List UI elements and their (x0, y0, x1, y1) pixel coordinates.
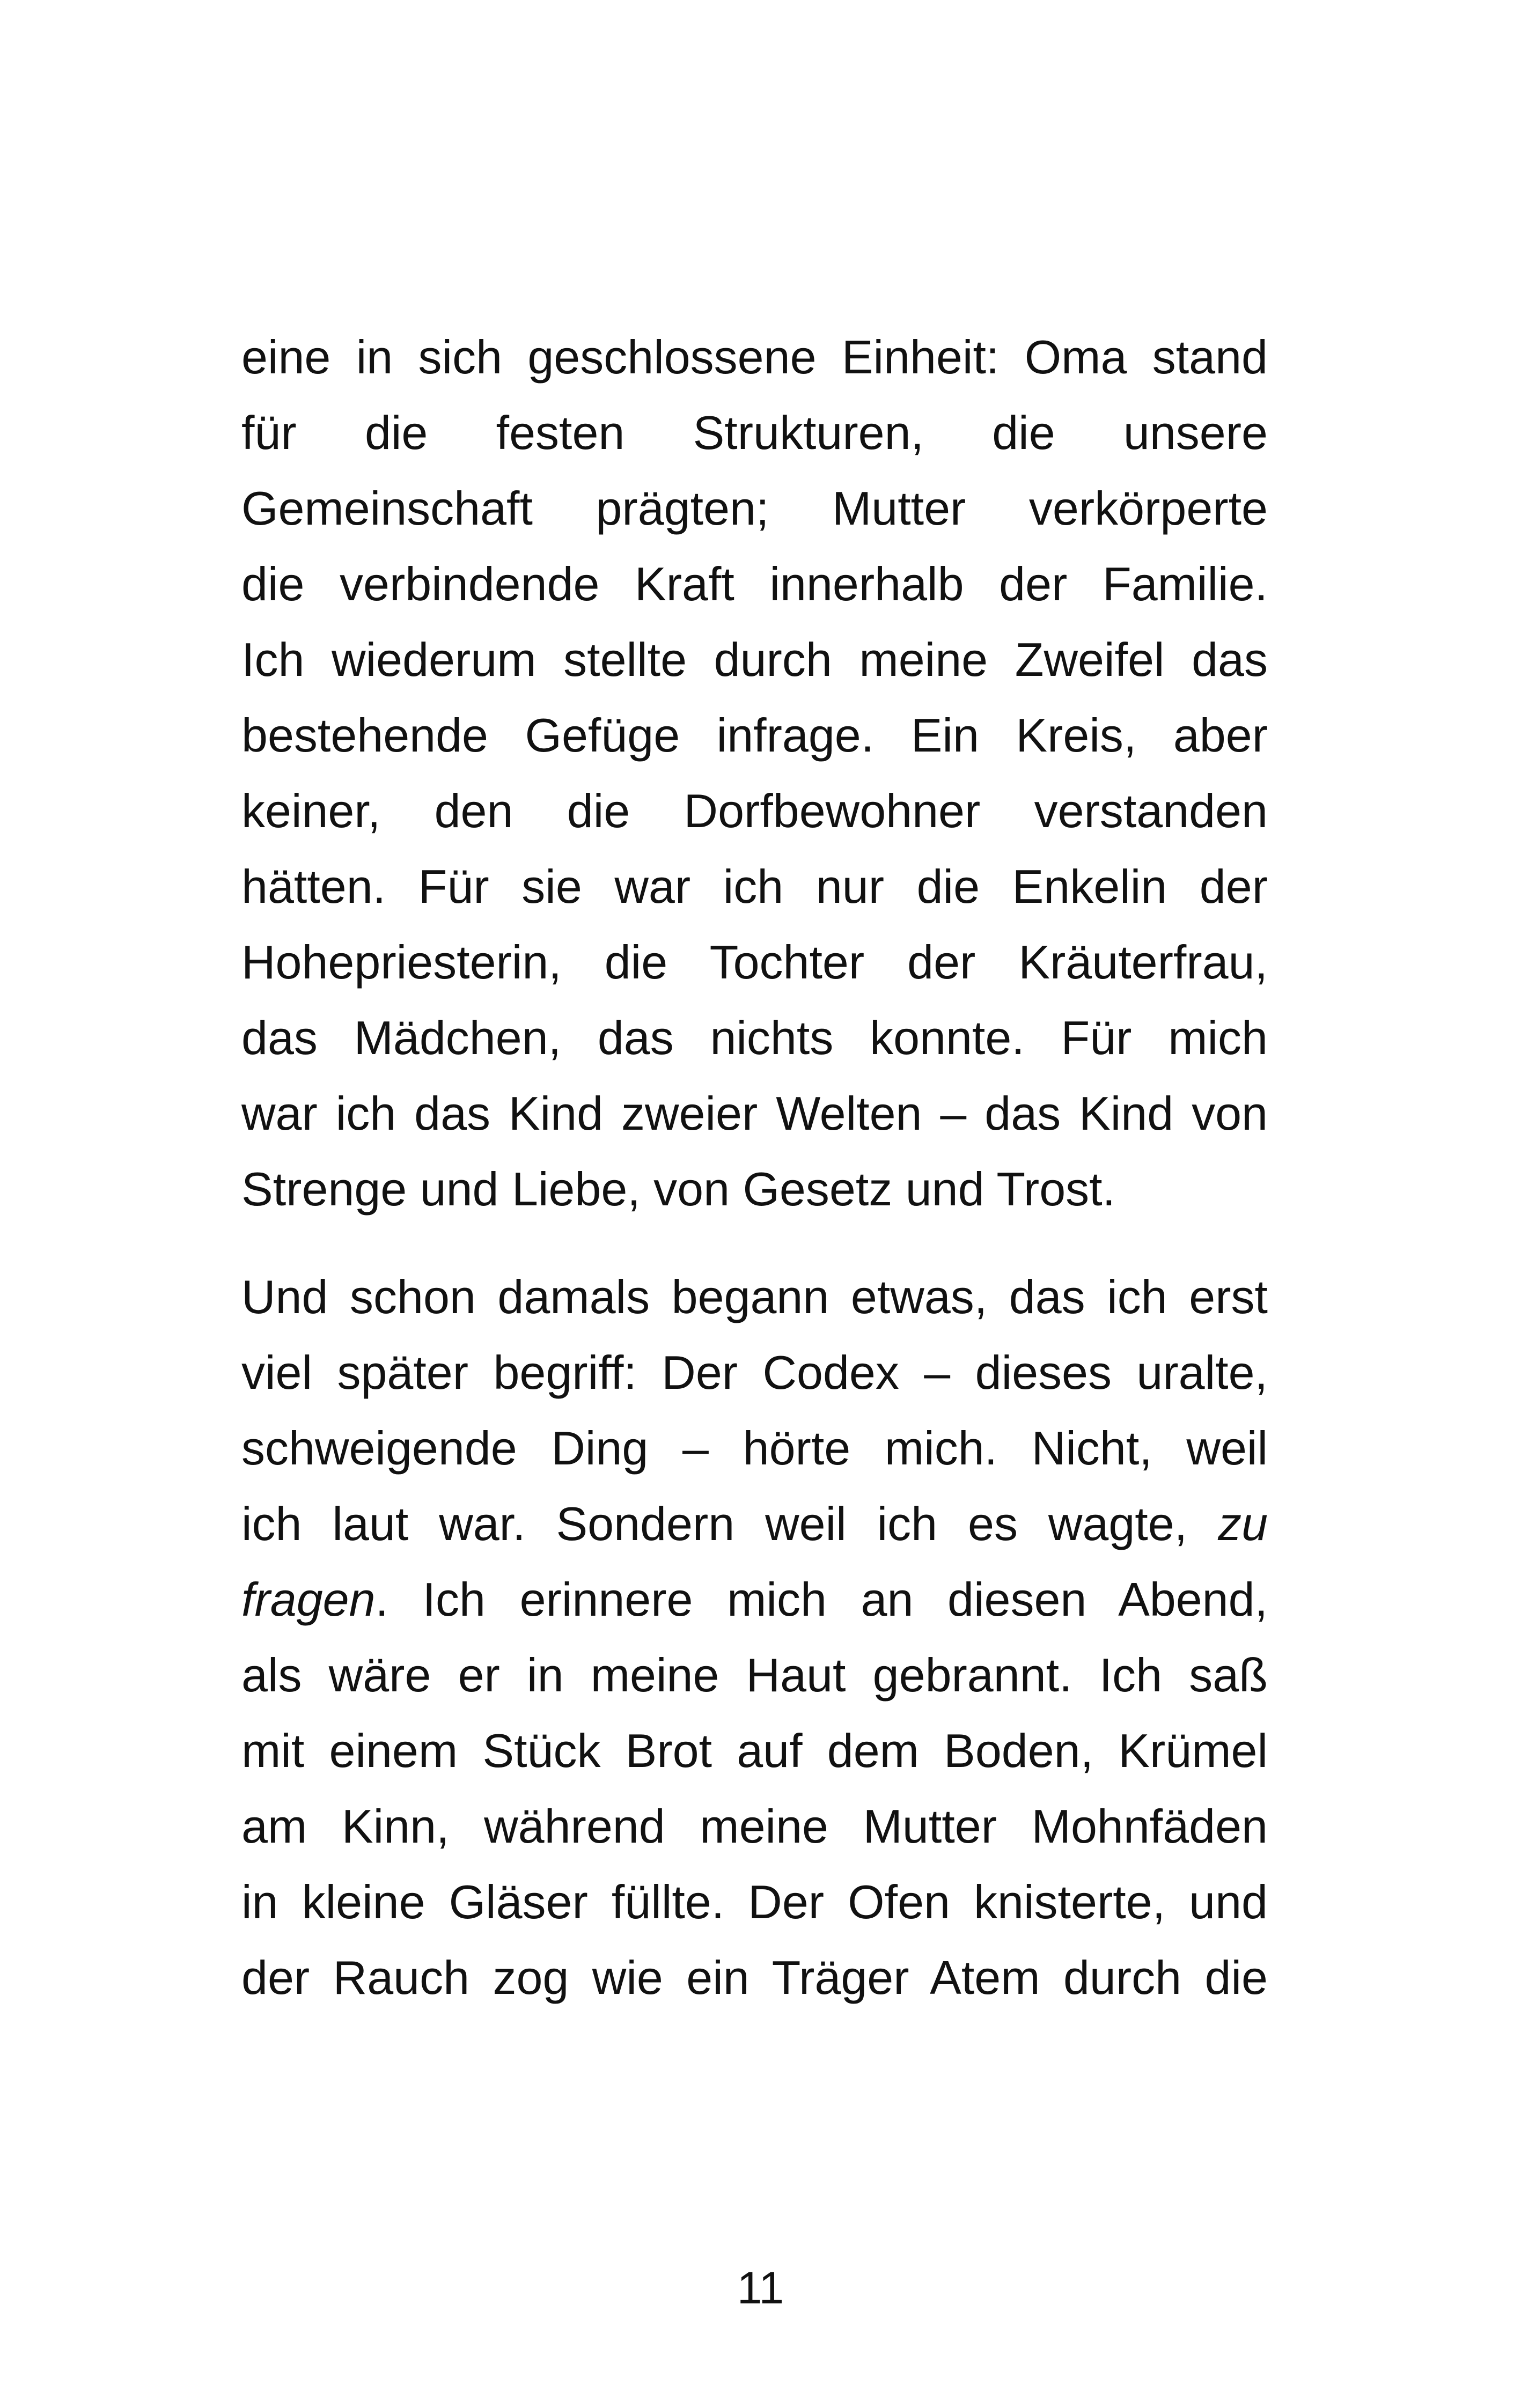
text-line: der Rauch zog wie ein Träger Atem durch die (241, 1951, 1268, 2004)
text-line: das Mädchen, das nichts konnte. Für mich (241, 1011, 1268, 1064)
text-line: viel später begriff: Der Codex – dieses uralte, (241, 1346, 1268, 1399)
text-line: die verbindende Kraft innerhalb der Familie. (241, 557, 1268, 610)
text-line: war ich das Kind zweier Welten – das Kind von (241, 1087, 1268, 1140)
text-segment: . Ich erinnere mich an diesen Abend, (375, 1573, 1268, 1626)
paragraph-gap (241, 1227, 1268, 1259)
text-line: mit einem Stück Brot auf dem Boden, Krümel (241, 1724, 1268, 1777)
text-line: keiner, den die Dorfbewohner verstanden (241, 784, 1268, 837)
text-line: in kleine Gläser füllte. Der Ofen knisterte, und (241, 1875, 1268, 1928)
text-line: Gemeinschaft prägten; Mutter verkörperte (241, 482, 1268, 535)
text-line: hätten. Für sie war ich nur die Enkelin der (241, 860, 1268, 913)
text-line (241, 1562, 1268, 1637)
text-line: eine in sich geschlossene Einheit: Oma stand (241, 330, 1268, 384)
paragraph-1 (241, 319, 1268, 1227)
body-text (241, 319, 1268, 2015)
italic-text: zu (1218, 1497, 1268, 1550)
text-line: am Kinn, während meine Mutter Mohnfäden (241, 1800, 1268, 1853)
text-line: als wäre er in meine Haut gebrannt. Ich saß (241, 1648, 1268, 1702)
text-line: Strenge und Liebe, von Gesetz und Trost. (241, 1162, 1116, 1216)
paragraph-2 (241, 1259, 1268, 2015)
italic-text: fragen (241, 1573, 376, 1626)
page-number: 11 (737, 2263, 784, 2313)
text-line: bestehende Gefüge infrage. Ein Kreis, aber (241, 709, 1268, 762)
text-line: Hohepriesterin, die Tochter der Kräuterfrau, (241, 936, 1268, 989)
text-line: schweigende Ding – hörte mich. Nicht, weil (241, 1422, 1268, 1475)
text-line: Und schon damals begann etwas, das ich erst (241, 1270, 1268, 1323)
text-line: für die festen Strukturen, die unsere (241, 406, 1268, 459)
text-segment: ich laut war. Sondern weil ich es wagte, (241, 1497, 1188, 1550)
text-line: Ich wiederum stellte durch meine Zweifel das (241, 633, 1268, 686)
text-line (241, 1486, 1268, 1562)
